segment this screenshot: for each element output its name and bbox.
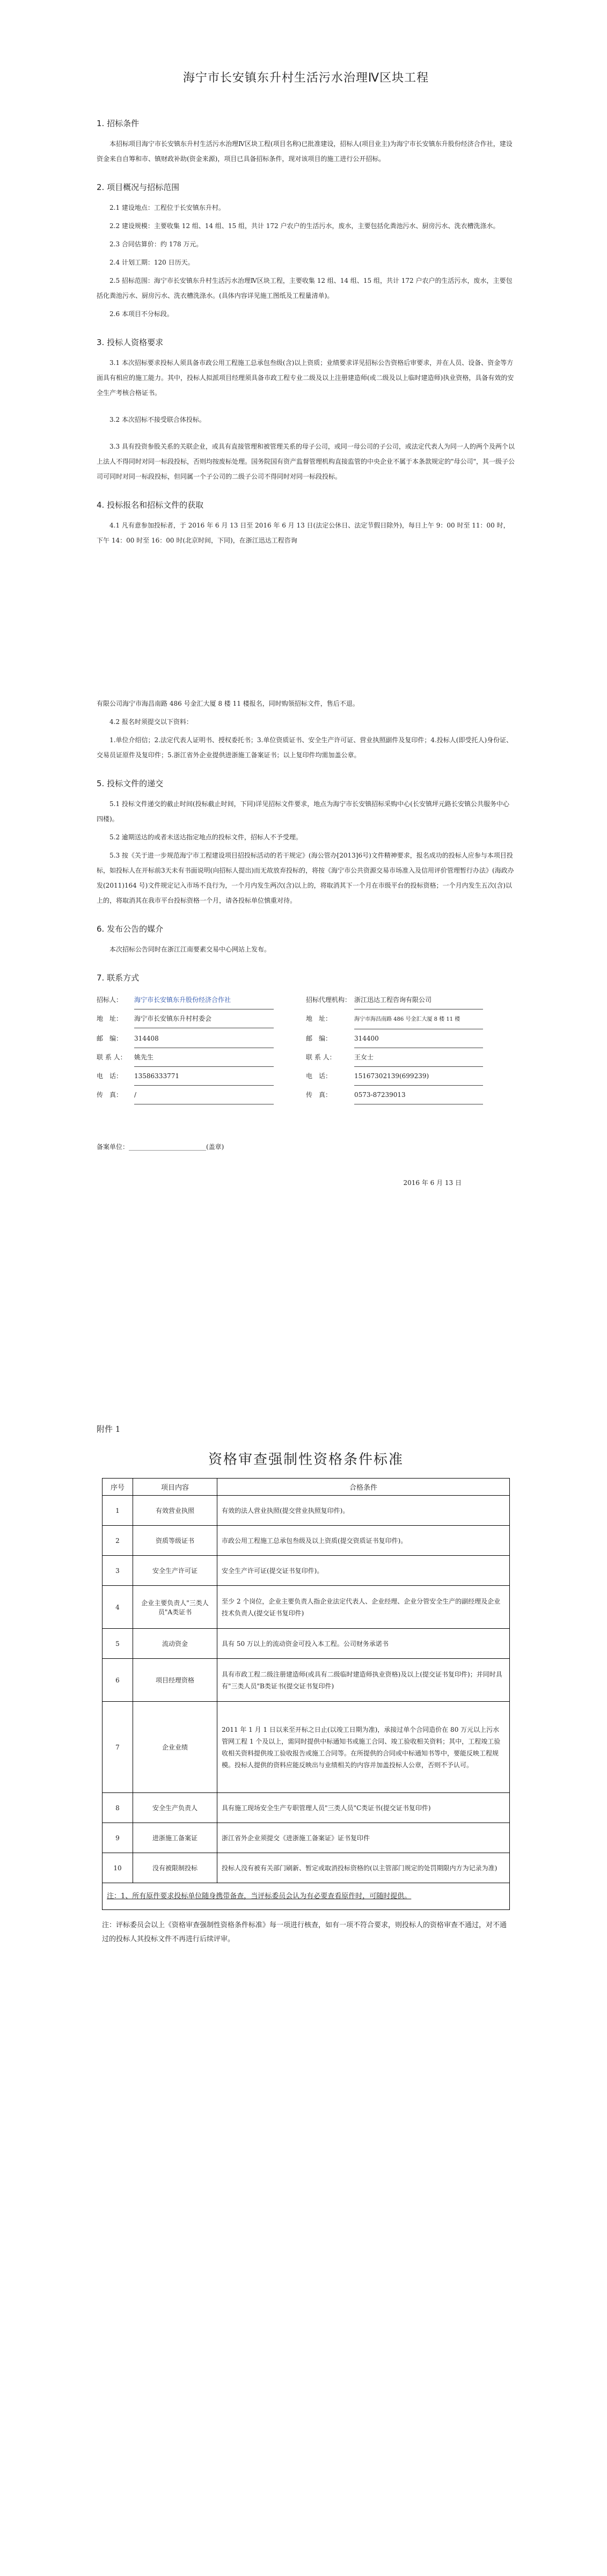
section-4-p1: 4.1 凡有意参加投标者，于 2016 年 6 月 13 日至 2016 年 6 月 13 日(法定公休日、法定节假日除外)，每日上午 9：00 时至 11：00 时，下午 14：00 时至 16：00 时(北京时间，下同)，在浙江迅达工程咨询 <box>97 522 510 544</box>
section-5-heading: 5. 投标文件的递交 <box>97 779 164 788</box>
row-condition: 至少 2 个岗位，企业主要负责人指企业法定代表人、企业经理、企业分管安全生产的副经理及企业技术负责人(提交证书复印件) <box>217 1586 510 1629</box>
row-condition: 浙江省外企业须提交《进浙施工备案证》证书复印件 <box>217 1823 510 1853</box>
issue-date: 2016 年 6 月 13 日 <box>403 1179 462 1187</box>
row-item: 有效营业执照 <box>133 1496 217 1526</box>
row-number: 5 <box>103 1629 133 1659</box>
qualification-table <box>102 1478 510 1910</box>
contact-value: 15167302139(699239) <box>354 1067 483 1086</box>
contact-label: 地 址： <box>306 1015 332 1022</box>
row-condition: 具有市政工程二级注册建造师(或具有二级临时建造师执业资格)及以上(提交证书复印件)；并同时具有"三类人员"B类证书(提交证书复印件) <box>217 1659 510 1702</box>
contact-value: 0573-87239013 <box>354 1086 483 1104</box>
section-2-heading: 2. 项目概况与招标范围 <box>97 182 180 192</box>
row-condition: 市政公用工程施工总承包叁级及以上资质(提交资质证书复印件)。 <box>217 1526 510 1556</box>
row-number: 3 <box>103 1556 133 1586</box>
contact-block <box>97 991 515 1104</box>
section-2-item: 2.3 合同估算价：约 178 万元。 <box>109 240 203 248</box>
table-row <box>103 1823 510 1853</box>
contact-value: 海宁市海昌南路 486 号金汇大厦 8 楼 11 楼 <box>354 1011 483 1029</box>
table-row <box>103 1556 510 1586</box>
annex-title: 资格审查强制性资格条件标准 <box>208 1452 404 1468</box>
table-note: 注：1、所有原件要求投标单位随身携带备查，当评标委员会认为有必要查看原件时，可随时提供。 <box>103 1883 510 1910</box>
row-number: 6 <box>103 1659 133 1702</box>
record-unit: 备案单位：________________________(盖章) <box>97 1143 224 1151</box>
contact-label: 邮 编： <box>306 1035 332 1042</box>
row-item: 安全生产负责人 <box>133 1793 217 1823</box>
table-row <box>103 1702 510 1793</box>
table-note-row <box>103 1883 510 1910</box>
contact-label: 传 真： <box>97 1091 123 1099</box>
contact-label: 招标人： <box>97 996 123 1004</box>
contact-label: 地 址： <box>97 1015 123 1022</box>
section-3-p2: 3.2 本次招标不接受联合体投标。 <box>109 416 206 423</box>
contact-value: / <box>134 1086 274 1104</box>
section-4-heading: 4. 投标报名和招标文件的获取 <box>97 500 204 510</box>
section-2-item: 2.1 建设地点：工程位于长安镇东升村。 <box>109 204 225 211</box>
table-row <box>103 1629 510 1659</box>
row-condition: 安全生产许可证(提交证书复印件)。 <box>217 1556 510 1586</box>
annex-footnote: 注：评标委员会以上《资格审查强制性资格条件标准》每一项进行核查，如有一项不符合要求，则投标人的资格审查不通过，对不通过的投标人其投标文件不再进行后续评审。 <box>102 1921 507 1943</box>
contact-label: 联 系 人： <box>306 1053 336 1061</box>
section-1-text: 本招标项目海宁市长安镇东升村生活污水治理Ⅳ区块工程(项目名称)已批准建设，招标人(项目业主)为海宁市长安镇东升股份经济合作社，建设资金来自自筹和市、镇财政补助(资金来源)，项目已具备招标条件，现对该项目的施工进行公开招标。 <box>97 140 513 163</box>
contact-value: 王女士 <box>354 1048 483 1067</box>
section-1-heading: 1. 招标条件 <box>97 119 140 128</box>
section-2-item: 2.4 计划工期：120 日历天。 <box>109 259 194 266</box>
contact-row <box>97 991 515 1009</box>
contact-value: 314408 <box>134 1029 274 1048</box>
row-condition: 具有施工现场安全生产专职管理人员"三类人员"C类证书(提交证书复印件) <box>217 1793 510 1823</box>
section-7-heading: 7. 联系方式 <box>97 973 140 983</box>
row-item: 安全生产许可证 <box>133 1556 217 1586</box>
row-number: 7 <box>103 1702 133 1793</box>
section-3-p3: 3.3 具有投资参股关系的关联企业，或具有直接管理和被管理关系的母子公司，或同一母公司的子公司，或法定代表人为同一人的两个及两个以上法人不得同时对同一标段投标，否则均按废标处理。国务院国有资产监督管理机构直接监管的中央企业不属于本条款规定的"母公司"，其一级子公司可同时对同一标段投标，但同属一个子公司的二级子公司不得同时对同一标段投标。 <box>97 443 515 480</box>
row-item: 没有被限制投标 <box>133 1853 217 1883</box>
table-header-row <box>103 1479 510 1496</box>
table-row <box>103 1526 510 1556</box>
contact-value: 海宁市长安镇东升股份经济合作社 <box>134 991 274 1009</box>
row-item: 进浙施工备案证 <box>133 1823 217 1853</box>
contact-value: 姚先生 <box>134 1048 274 1067</box>
section-4-p2: 4.2 报名时须提交以下资料： <box>109 718 193 726</box>
section-5-p2: 5.2 逾期送达的或者未送达指定地点的投标文件，招标人不予受理。 <box>109 833 302 841</box>
section-3-heading: 3. 投标人资格要求 <box>97 338 164 347</box>
table-row <box>103 1793 510 1823</box>
table-row <box>103 1496 510 1526</box>
document-page <box>97 0 515 1946</box>
section-6-text: 本次招标公告同时在浙江江南要素交易中心网站上发布。 <box>109 946 271 953</box>
row-number: 1 <box>103 1496 133 1526</box>
row-number: 10 <box>103 1853 133 1883</box>
contact-label: 传 真： <box>306 1091 332 1099</box>
row-condition: 投标人没有被有关部门刷新、暂定或取消投标资格的(以主管部门规定的处罚期限内方为记录为准) <box>217 1853 510 1883</box>
column-header: 序号 <box>103 1479 133 1496</box>
section-2-item: 2.5 招标范围：海宁市长安镇东升村生活污水治理Ⅳ区块工程，主要收集 12 组、14 组、15 组，共计 172 户农户的生活污水，废水，主要包括化粪池污水、厨房污水、洗衣槽洗涤水。(具体内容详见施工图纸及工程量清单)。 <box>97 277 513 299</box>
document-title: 海宁市长安镇东升村生活污水治理Ⅳ区块工程 <box>182 71 429 85</box>
row-number: 2 <box>103 1526 133 1556</box>
contact-label: 联 系 人： <box>97 1053 127 1061</box>
row-item: 项目经理资格 <box>133 1659 217 1702</box>
blank-gap <box>97 551 515 696</box>
row-condition: 具有 50 万以上的流动资金可投入本工程。公司财务承诺书 <box>217 1629 510 1659</box>
annex-label: 附件 1 <box>97 1424 121 1434</box>
table-row <box>103 1853 510 1883</box>
row-condition: 2011 年 1 月 1 日以来至开标之日止(以竣工日期为准)，承接过单个合同造价在 80 万元以上污水管网工程 1 个及以上，需同时提供中标通知书或施工合同、竣工验收相关资料；其中，工程竣工验收相关资料提供竣工验收报告或施工合同等。在所提供的合同或中标通知书等中，要能反映工程规模。投标人提供的资料应能反映出与业绩相关的内容并加盖投标人公章，否则不予认可。 <box>217 1702 510 1793</box>
contact-label: 邮 编： <box>97 1035 123 1042</box>
contact-row <box>97 1029 515 1048</box>
column-header: 合格条件 <box>217 1479 510 1496</box>
contact-label: 电 话： <box>306 1072 332 1080</box>
row-number: 4 <box>103 1586 133 1629</box>
row-item: 企业主要负责人"三类人员"A类证书 <box>133 1586 217 1629</box>
section-4-p3: 1.单位介绍信；2.法定代表人证明书、授权委托书；3.单位资质证书、安全生产许可证、营业执照副件及复印件；4.投标人(即受托人)身份证、交易员证原件及复印件；5.浙江省外企业提供进浙施工备案证书；以上复印件均需加盖公章。 <box>97 736 513 759</box>
row-item: 企业业绩 <box>133 1702 217 1793</box>
section-5-p3: 5.3 按《关于进一步规范海宁市工程建设项目招投标活动的若干规定》(海公管办[2013]6号)文件精神要求，报名成功的投标人应参与本项目投标，如投标人在开标前3天未有书面说明(向招标人提出)而无故放弃投标的，将按《海宁市公共资源交易市场准入及信用评价管理暂行办法》(海政办发(2011)164 号)文件规定记入市场不良行为，一个月内发生两次(含)以上的，将取消其下一个月在市级平台的投标资格；一个月内发生五次(含)以上的，将取消其在我市平台投标资格一个月，请各投标单位慎重对待。 <box>97 852 514 904</box>
contact-label: 电 话： <box>97 1072 123 1080</box>
contact-value: 浙江迅达工程咨询有限公司 <box>354 991 483 1009</box>
row-item: 流动资金 <box>133 1629 217 1659</box>
contact-row <box>97 1048 515 1067</box>
column-header: 项目内容 <box>133 1479 217 1496</box>
contact-row <box>97 1086 515 1104</box>
contact-row <box>97 1067 515 1086</box>
section-3-p1: 3.1 本次招标要求投标人须具备市政公用工程施工总承包叁级(含)以上资质；业绩要求详见招标公告资格后审要求，并在人员、设备、资金等方面具有相应的施工能力。其中，投标人拟派项目经理须具备市政工程专业二级及以上注册建造师(或二级及以上临时建造师)执业资格，具备有效的安全生产考核合格证书。 <box>97 359 514 397</box>
section-6-heading: 6. 发布公告的媒介 <box>97 924 164 934</box>
contact-value: 海宁市长安镇东升村村委会 <box>134 1009 274 1028</box>
section-4-p1b: 有限公司海宁市海昌南路 486 号金汇大厦 8 楼 11 楼报名，同时购领招标文件，售后不退。 <box>97 700 359 707</box>
row-number: 8 <box>103 1793 133 1823</box>
section-5-p1: 5.1 投标文件递交的截止时间(投标截止时间，下同)详见招标文件要求，地点为海宁市长安镇招标采购中心(长安镇坪元路长安镇公共服务中心四楼)。 <box>97 800 509 823</box>
section-2-item: 2.2 建设规模：主要收集 12 组、14 组、15 组，共计 172 户农户的生活污水，废水，主要包括化粪池污水、厨房污水、洗衣槽洗涤水。 <box>109 222 500 230</box>
section-2-item: 2.6 本项目不分标段。 <box>109 310 173 318</box>
contact-value: 13586333771 <box>134 1067 274 1086</box>
contact-row <box>97 1009 515 1029</box>
row-condition: 有效的法人营业执照(提交营业执照复印件)。 <box>217 1496 510 1526</box>
table-row <box>103 1659 510 1702</box>
row-item: 资质等级证书 <box>133 1526 217 1556</box>
row-number: 9 <box>103 1823 133 1853</box>
contact-label: 招标代理机构： <box>306 996 352 1004</box>
contact-value: 314400 <box>354 1029 483 1048</box>
table-row <box>103 1586 510 1629</box>
